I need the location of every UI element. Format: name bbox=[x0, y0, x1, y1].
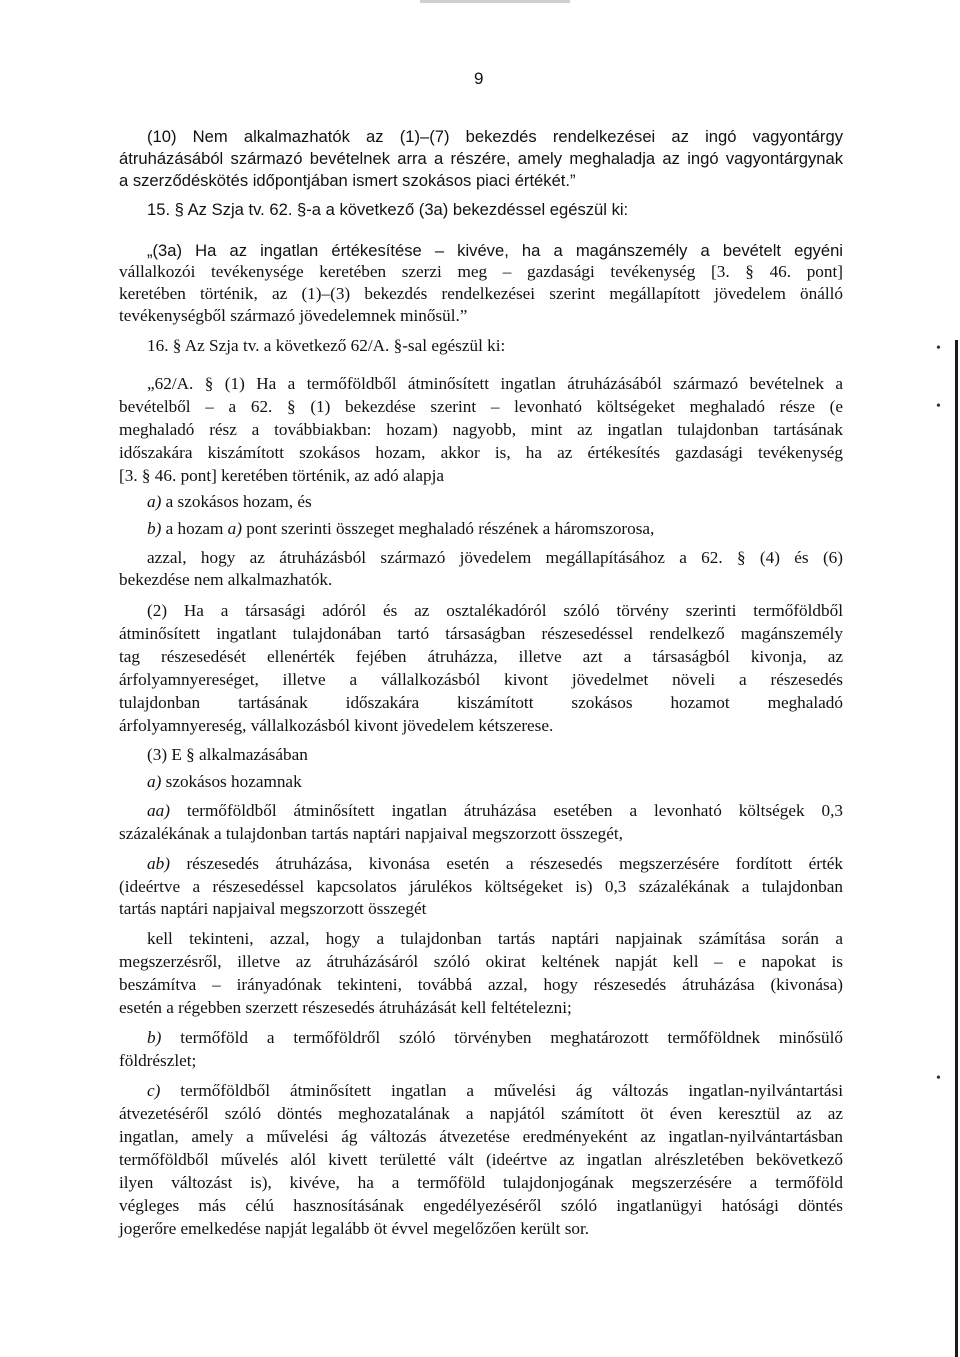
text-line: (3) E § alkalmazásában bbox=[147, 745, 308, 764]
text-line: jogerőre emelkedése napját legalább öt évvel megelőzően került sor. bbox=[119, 1219, 590, 1238]
text-line: átminősített ingatlant tulajdonában tartó társaságban részesedéssel rendelkező magánszemély bbox=[119, 624, 843, 643]
text-line: tevékenységből származó jövedelemnek minősül.” bbox=[119, 306, 468, 325]
text-line: „62/A. § (1) Ha a termőföldből átminősített ingatlan átruházásából származó bevételnek a bbox=[147, 374, 843, 393]
text-line: esetén a régebben szerzett részesedés átruházását kell feltételezni; bbox=[119, 998, 572, 1017]
text-line: árfolyamnyereség, vállalkozásból kivont jövedelem kétszerese. bbox=[119, 716, 554, 735]
text-line: a szerződéskötés időpontjában ismert szokásos piaci értékét.” bbox=[119, 171, 576, 190]
text-line: ingatlan, amely a művelési ág változás átvezetése eredményeként az ingatlan-nyilvántartásban bbox=[119, 1127, 843, 1146]
text-line: aa) termőföldből átminősített ingatlan átruházása esetében a levonható költségek 0,3 bbox=[147, 801, 843, 820]
margin-dot: • bbox=[936, 341, 941, 356]
text-line: időszakára kiszámított szokásos hozam, akkor is, ha az értékesítés gazdasági tevékenység bbox=[119, 443, 843, 462]
text-line: termőföldből művelés alól kivett területté vált (ideértve az ingatlan alrészletében bekövetkező bbox=[119, 1150, 843, 1169]
margin-dot: • bbox=[936, 1071, 941, 1086]
text-line: keretében történik, az (1)–(3) bekezdés rendelkezései szerint megállapított jövedelem önálló bbox=[119, 284, 843, 303]
text-line: megszerzésről, illetve az átruházásáról szóló okirat keltének napját kell – e napokat is bbox=[119, 952, 843, 971]
text-line: tag részesedését ellenérték fejében átruházza, illetve azt a társaságból kivonja, az bbox=[119, 647, 843, 666]
text-line: „(3a) Ha az ingatlan értékesítése – kivéve, ha a magánszemély a bevételt egyéni bbox=[147, 241, 843, 260]
text-line: 16. § Az Szja tv. a következő 62/A. §-sal egészül ki: bbox=[147, 336, 506, 355]
text-line: a) a szokásos hozam, és bbox=[147, 492, 312, 511]
text-line: átvezetéséről szóló döntés meghozatalának a napjától számított öt éven keresztül az az bbox=[119, 1104, 843, 1123]
text-line: (2) Ha a társasági adóról és az osztalékadóról szóló törvény szerinti termőföldből bbox=[147, 601, 843, 620]
text-line: bekezdése nem alkalmazhatók. bbox=[119, 570, 333, 589]
text-line: 15. § Az Szja tv. 62. §-a a következő (3a) bekezdéssel egészül ki: bbox=[147, 200, 629, 219]
text-line: árfolyamnyereséget, illetve a vállalkozásból kivont jövedelmet növeli a részesedés bbox=[119, 670, 843, 689]
text-line: tartás naptári napjaival megszorzott összegét bbox=[119, 899, 427, 918]
page-number: 9 bbox=[474, 69, 484, 88]
text-line: beszámítva – irányadónak tekinteni, továbbá azzal, hogy részesedés átruházása (kivonása) bbox=[119, 975, 843, 994]
text-line: c) termőföldből átminősített ingatlan a művelési ág változás ingatlan-nyilvántartási bbox=[147, 1081, 843, 1100]
text-line: azzal, hogy az átruházásból származó jövedelem megállapításához a 62. § (4) és (6) bbox=[147, 548, 843, 567]
text-line: végleges más célú hasznosításának engedélyezéséről szóló ingatlanügyi hatósági döntés bbox=[119, 1196, 843, 1215]
text-line: [3. § 46. pont] keretében történik, az adó alapja bbox=[119, 466, 445, 485]
margin-dot: • bbox=[936, 399, 941, 414]
text-line: tulajdonban tartásának időszakára kiszámított szokásos hozamot meghaladó bbox=[119, 693, 843, 712]
text-line: kell tekinteni, azzal, hogy a tulajdonban tartás naptári napjainak számítása során a bbox=[147, 929, 843, 948]
text-line: (10) Nem alkalmazhatók az (1)–(7) bekezdés rendelkezései az ingó vagyontárgy bbox=[147, 127, 843, 146]
text-line: (ideértve a részesedéssel kapcsolatos járulékos költségeket is) 0,3 százalékának a tulajdonban bbox=[119, 877, 843, 896]
text-line: a) szokásos hozamnak bbox=[147, 772, 302, 791]
text-line: b) termőföld a termőföldről szóló törvényben meghatározott termőföldnek minősülő bbox=[147, 1028, 843, 1047]
text-line: ab) részesedés átruházása, kivonása esetén a részesedés megszerzésére fordított érték bbox=[147, 854, 843, 873]
text-line: b) a hozam a) pont szerinti összeget meghaladó részének a háromszorosa, bbox=[147, 519, 655, 538]
text-line: vállalkozói tevékenysége keretében szerzi meg – gazdasági tevékenység [3. § 46. pont] bbox=[119, 262, 843, 281]
top-edge-line bbox=[420, 0, 570, 3]
text-line: ilyen változást is), kivéve, ha a termőföld tulajdonjogának megszerzésére a termőföld bbox=[119, 1173, 843, 1192]
text-line: földrészlet; bbox=[119, 1051, 197, 1070]
scan-edge-line bbox=[955, 340, 958, 1357]
text-line: százalékának a tulajdonban tartás naptári napjaival megszorzott összegét, bbox=[119, 824, 623, 843]
text-line: meghaladó rész a továbbiakban: hozam) nagyobb, mint az ingatlan tulajdonban tartásának bbox=[119, 420, 843, 439]
text-line: átruházásából származó bevételnek arra a részére, amely meghaladja az ingó vagyontárgynak bbox=[119, 149, 843, 168]
text-line: bevételből – a 62. § (1) bekezdése szerint – levonható költségeket meghaladó része (e bbox=[119, 397, 843, 416]
